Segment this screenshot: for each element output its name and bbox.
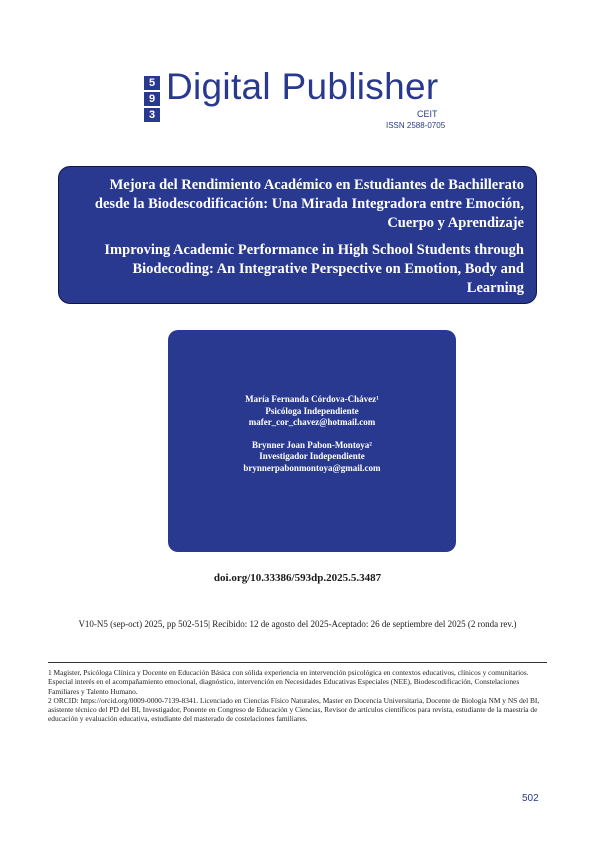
logo-digit: 5 bbox=[144, 76, 160, 90]
title-english: Improving Academic Performance in High School Students through Biodecoding: An Integrative Perspective on Emotion, Body and Learning bbox=[104, 242, 524, 296]
footnote-2: 2 ORCID: https://orcid.org/0009-0000-7139-8341. Licenciado en Ciencias Físico Naturales, Master en Docencia Universitaria, Docente de Biología NM y NS del BI, asistente técnico del PD del BI, Investigador, Ponente en Congreso de Educación y Ciencias, Revisor de artículos científicos para revista, estudiante de la maestría de educación y evaluación educativa, estudiante del masterado de costelaciones familiares. bbox=[48, 695, 540, 724]
logo-number-stack bbox=[144, 76, 162, 124]
footnotes bbox=[48, 668, 548, 724]
title-spanish: Mejora del Rendimiento Académico en Estudiantes de Bachillerato desde la Biodescodificación: Una Mirada Integradora entre Emoción, Cuerpo y Aprendizaje bbox=[94, 177, 524, 231]
logo-ceit: CEIT bbox=[417, 109, 438, 119]
issn-label: ISSN 2588-0705 bbox=[386, 121, 446, 130]
logo-digit: 9 bbox=[144, 92, 160, 106]
publication-dates: V10-N5 (sep-oct) 2025, pp 502-515| Recibido: 12 de agosto del 2025-Aceptado: 26 de septiembre del 2025 (2 ronda rev.) bbox=[78, 619, 517, 629]
logo-digit: 3 bbox=[144, 108, 160, 122]
journal-logo bbox=[144, 66, 464, 136]
author-name: María Fernanda Córdova-Chávez¹ bbox=[245, 394, 379, 404]
author-box bbox=[168, 330, 456, 552]
author-affiliation: Psicóloga Independiente bbox=[265, 405, 359, 416]
doi-link[interactable]: doi.org/10.33386/593dp.2025.5.3487 bbox=[213, 572, 382, 584]
author-affiliation: Investigador Independiente bbox=[259, 451, 365, 461]
author-name: Brynner Joan Pabon-Montoya² bbox=[251, 439, 373, 450]
author-email[interactable]: mafer_cor_chavez@hotmail.com bbox=[248, 417, 376, 427]
footnote-divider bbox=[48, 662, 547, 663]
title-box bbox=[58, 166, 537, 304]
footnote-1: 1 Magister, Psicóloga Clínica y Docente en Educación Básica con sólida experiencia en intervención psicológica en contextos educativos, clínicos y comunitarios. Especial interés en el acompañamiento emocional, diagnóstico, intervención en Necesidades Educativas Especiales (NEE), Biodescodificación, Constelaciones Familiares y Talento Humano. bbox=[48, 668, 529, 696]
author-email[interactable]: brynnerpabonmontoya@gmail.com bbox=[243, 462, 381, 473]
page-number: 502 bbox=[522, 793, 539, 804]
logo-wordmark: Digital Publisher bbox=[166, 66, 439, 107]
